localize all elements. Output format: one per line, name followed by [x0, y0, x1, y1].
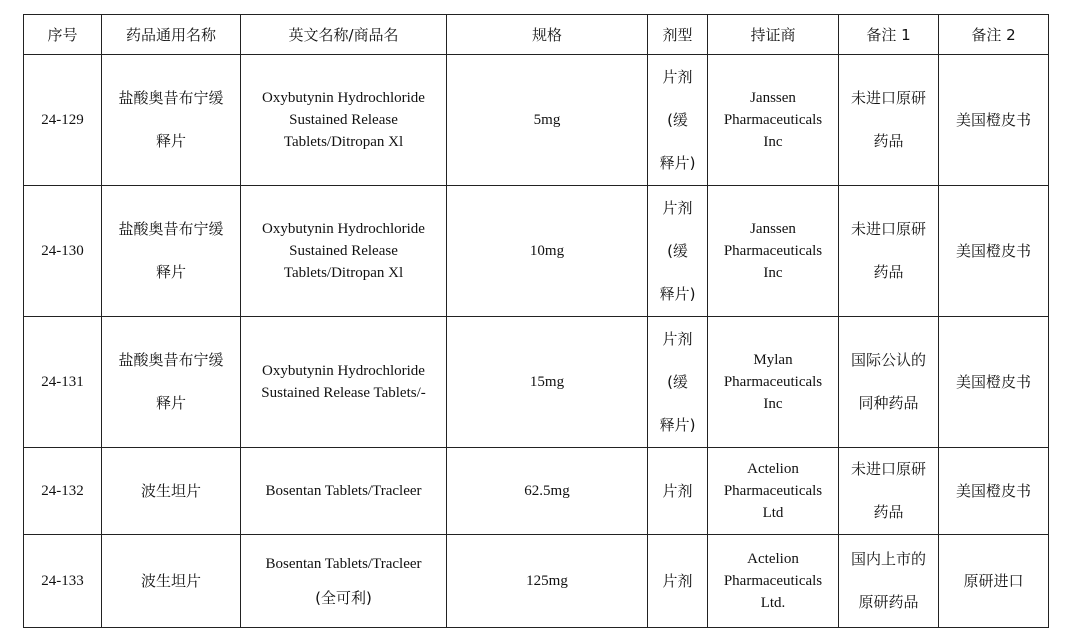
- license-holder-line: Janssen: [750, 221, 796, 237]
- license-holder-line: Janssen: [750, 90, 796, 106]
- dosage-form-line: 片剂: [662, 198, 693, 217]
- dosage-form-line: (缓: [667, 372, 688, 391]
- english-name-cell: [241, 535, 447, 628]
- license-holder-line: Actelion: [747, 551, 799, 567]
- remark-1-line: 同种药品: [858, 394, 919, 412]
- english-name-cell: [241, 317, 447, 448]
- license-holder-line: Actelion: [747, 461, 799, 477]
- table-row: [24, 535, 1049, 628]
- english-name-cell: [241, 55, 447, 186]
- license-holder-cell: [708, 535, 839, 628]
- license-holder-line: Pharmaceuticals: [723, 483, 823, 499]
- english-name-line: Bosentan Tablets/Tracleer: [265, 556, 422, 572]
- license-holder-line: Inc: [763, 396, 783, 412]
- english-name-cell: [241, 448, 447, 535]
- remark-1-line: 药品: [873, 132, 904, 150]
- generic-name-line: 盐酸奥昔布宁缓: [118, 220, 224, 238]
- generic-name-line: 波生坦片: [140, 572, 201, 590]
- serial-number-cell: 24-129: [24, 55, 102, 186]
- english-name-cell: [241, 186, 447, 317]
- specification-cell: 15mg: [447, 317, 648, 448]
- remark-1-cell: [839, 448, 939, 535]
- generic-name-line: 盐酸奥昔布宁缓: [118, 89, 224, 107]
- serial-number-cell: 24-130: [24, 186, 102, 317]
- dosage-form-cell: [648, 317, 708, 448]
- license-holder-cell: [708, 55, 839, 186]
- serial-number-cell: 24-131: [24, 317, 102, 448]
- remark-2-cell: 美国橙皮书: [939, 448, 1049, 535]
- header-license-holder: 持证商: [708, 15, 839, 55]
- generic-name-line: 释片: [155, 394, 186, 412]
- remark-1-line: 未进口原研: [850, 89, 926, 107]
- remark-2-cell: 美国橙皮书: [939, 317, 1049, 448]
- license-holder-cell: [708, 186, 839, 317]
- table-row: [24, 55, 1049, 186]
- header-serial-number: 序号: [24, 15, 102, 55]
- english-name-line: Oxybutynin Hydrochloride: [262, 221, 425, 237]
- table-row: [24, 448, 1049, 535]
- license-holder-line: Ltd.: [760, 595, 786, 611]
- remark-1-cell: [839, 317, 939, 448]
- remark-1-cell: [839, 535, 939, 628]
- english-name-line: Tablets/Ditropan Xl: [283, 265, 404, 281]
- remark-1-line: 未进口原研: [850, 460, 926, 478]
- generic-name-cell: [102, 55, 241, 186]
- remark-1-line: 国内上市的: [850, 550, 926, 568]
- remark-1-cell: [839, 55, 939, 186]
- table-header-row: [24, 15, 1049, 55]
- license-holder-cell: [708, 448, 839, 535]
- generic-name-cell: [102, 317, 241, 448]
- dosage-form-line: 片剂: [662, 329, 693, 348]
- dosage-form-line: 释片): [659, 153, 696, 172]
- english-name-trade-name-cn: (全可利): [315, 589, 372, 607]
- dosage-form-line: 片剂: [662, 67, 693, 86]
- specification-cell: 10mg: [447, 186, 648, 317]
- generic-name-line: 波生坦片: [140, 482, 201, 500]
- remark-2-cell: 美国橙皮书: [939, 186, 1049, 317]
- remark-1-line: 药品: [873, 503, 904, 521]
- generic-name-cell: [102, 535, 241, 628]
- table-row: [24, 317, 1049, 448]
- license-holder-cell: [708, 317, 839, 448]
- generic-name-line: 释片: [155, 132, 186, 150]
- english-name-line: Bosentan Tablets/Tracleer: [265, 483, 422, 499]
- english-name-line: Sustained Release: [289, 112, 398, 128]
- dosage-form-line: 片剂: [662, 482, 693, 500]
- header-remark-1: 备注 1: [839, 15, 939, 55]
- english-name-line: Sustained Release Tablets/-: [261, 385, 426, 401]
- dosage-form-line: 片剂: [662, 572, 693, 590]
- dosage-form-cell: [648, 535, 708, 628]
- serial-number-cell: 24-133: [24, 535, 102, 628]
- table-row: [24, 186, 1049, 317]
- license-holder-line: Mylan: [753, 352, 793, 368]
- dosage-form-cell: [648, 55, 708, 186]
- dosage-form-cell: [648, 186, 708, 317]
- english-name-line: Sustained Release: [289, 243, 398, 259]
- dosage-form-line: (缓: [667, 110, 688, 129]
- header-dosage-form: 剂型: [648, 15, 708, 55]
- dosage-form-line: 释片): [659, 415, 696, 434]
- generic-name-line: 盐酸奥昔布宁缓: [118, 351, 224, 369]
- serial-number-cell: 24-132: [24, 448, 102, 535]
- header-specification: 规格: [447, 15, 648, 55]
- remark-1-line: 药品: [873, 263, 904, 281]
- remark-1-cell: [839, 186, 939, 317]
- license-holder-line: Pharmaceuticals: [723, 243, 823, 259]
- license-holder-line: Pharmaceuticals: [723, 374, 823, 390]
- license-holder-line: Pharmaceuticals: [723, 112, 823, 128]
- header-english-name: 英文名称/商品名: [241, 15, 447, 55]
- header-generic-name: 药品通用名称: [102, 15, 241, 55]
- license-holder-line: Ltd: [762, 505, 784, 521]
- english-name-line: Tablets/Ditropan Xl: [283, 134, 404, 150]
- english-name-line: Oxybutynin Hydrochloride: [262, 363, 425, 379]
- drug-list-table: [23, 14, 1049, 628]
- dosage-form-line: (缓: [667, 241, 688, 260]
- drug-list-table-container: [23, 14, 1048, 628]
- license-holder-line: Inc: [763, 265, 783, 281]
- dosage-form-cell: [648, 448, 708, 535]
- generic-name-cell: [102, 448, 241, 535]
- remark-1-line: 未进口原研: [850, 220, 926, 238]
- generic-name-cell: [102, 186, 241, 317]
- remark-2-cell: 原研进口: [939, 535, 1049, 628]
- specification-cell: 5mg: [447, 55, 648, 186]
- specification-cell: 62.5mg: [447, 448, 648, 535]
- generic-name-line: 释片: [155, 263, 186, 281]
- english-name-line: Oxybutynin Hydrochloride: [262, 90, 425, 106]
- dosage-form-line: 释片): [659, 284, 696, 303]
- remark-2-cell: 美国橙皮书: [939, 55, 1049, 186]
- license-holder-line: Pharmaceuticals: [723, 573, 823, 589]
- specification-cell: 125mg: [447, 535, 648, 628]
- remark-1-line: 原研药品: [858, 593, 919, 611]
- header-remark-2: 备注 2: [939, 15, 1049, 55]
- remark-1-line: 国际公认的: [850, 351, 926, 369]
- license-holder-line: Inc: [763, 134, 783, 150]
